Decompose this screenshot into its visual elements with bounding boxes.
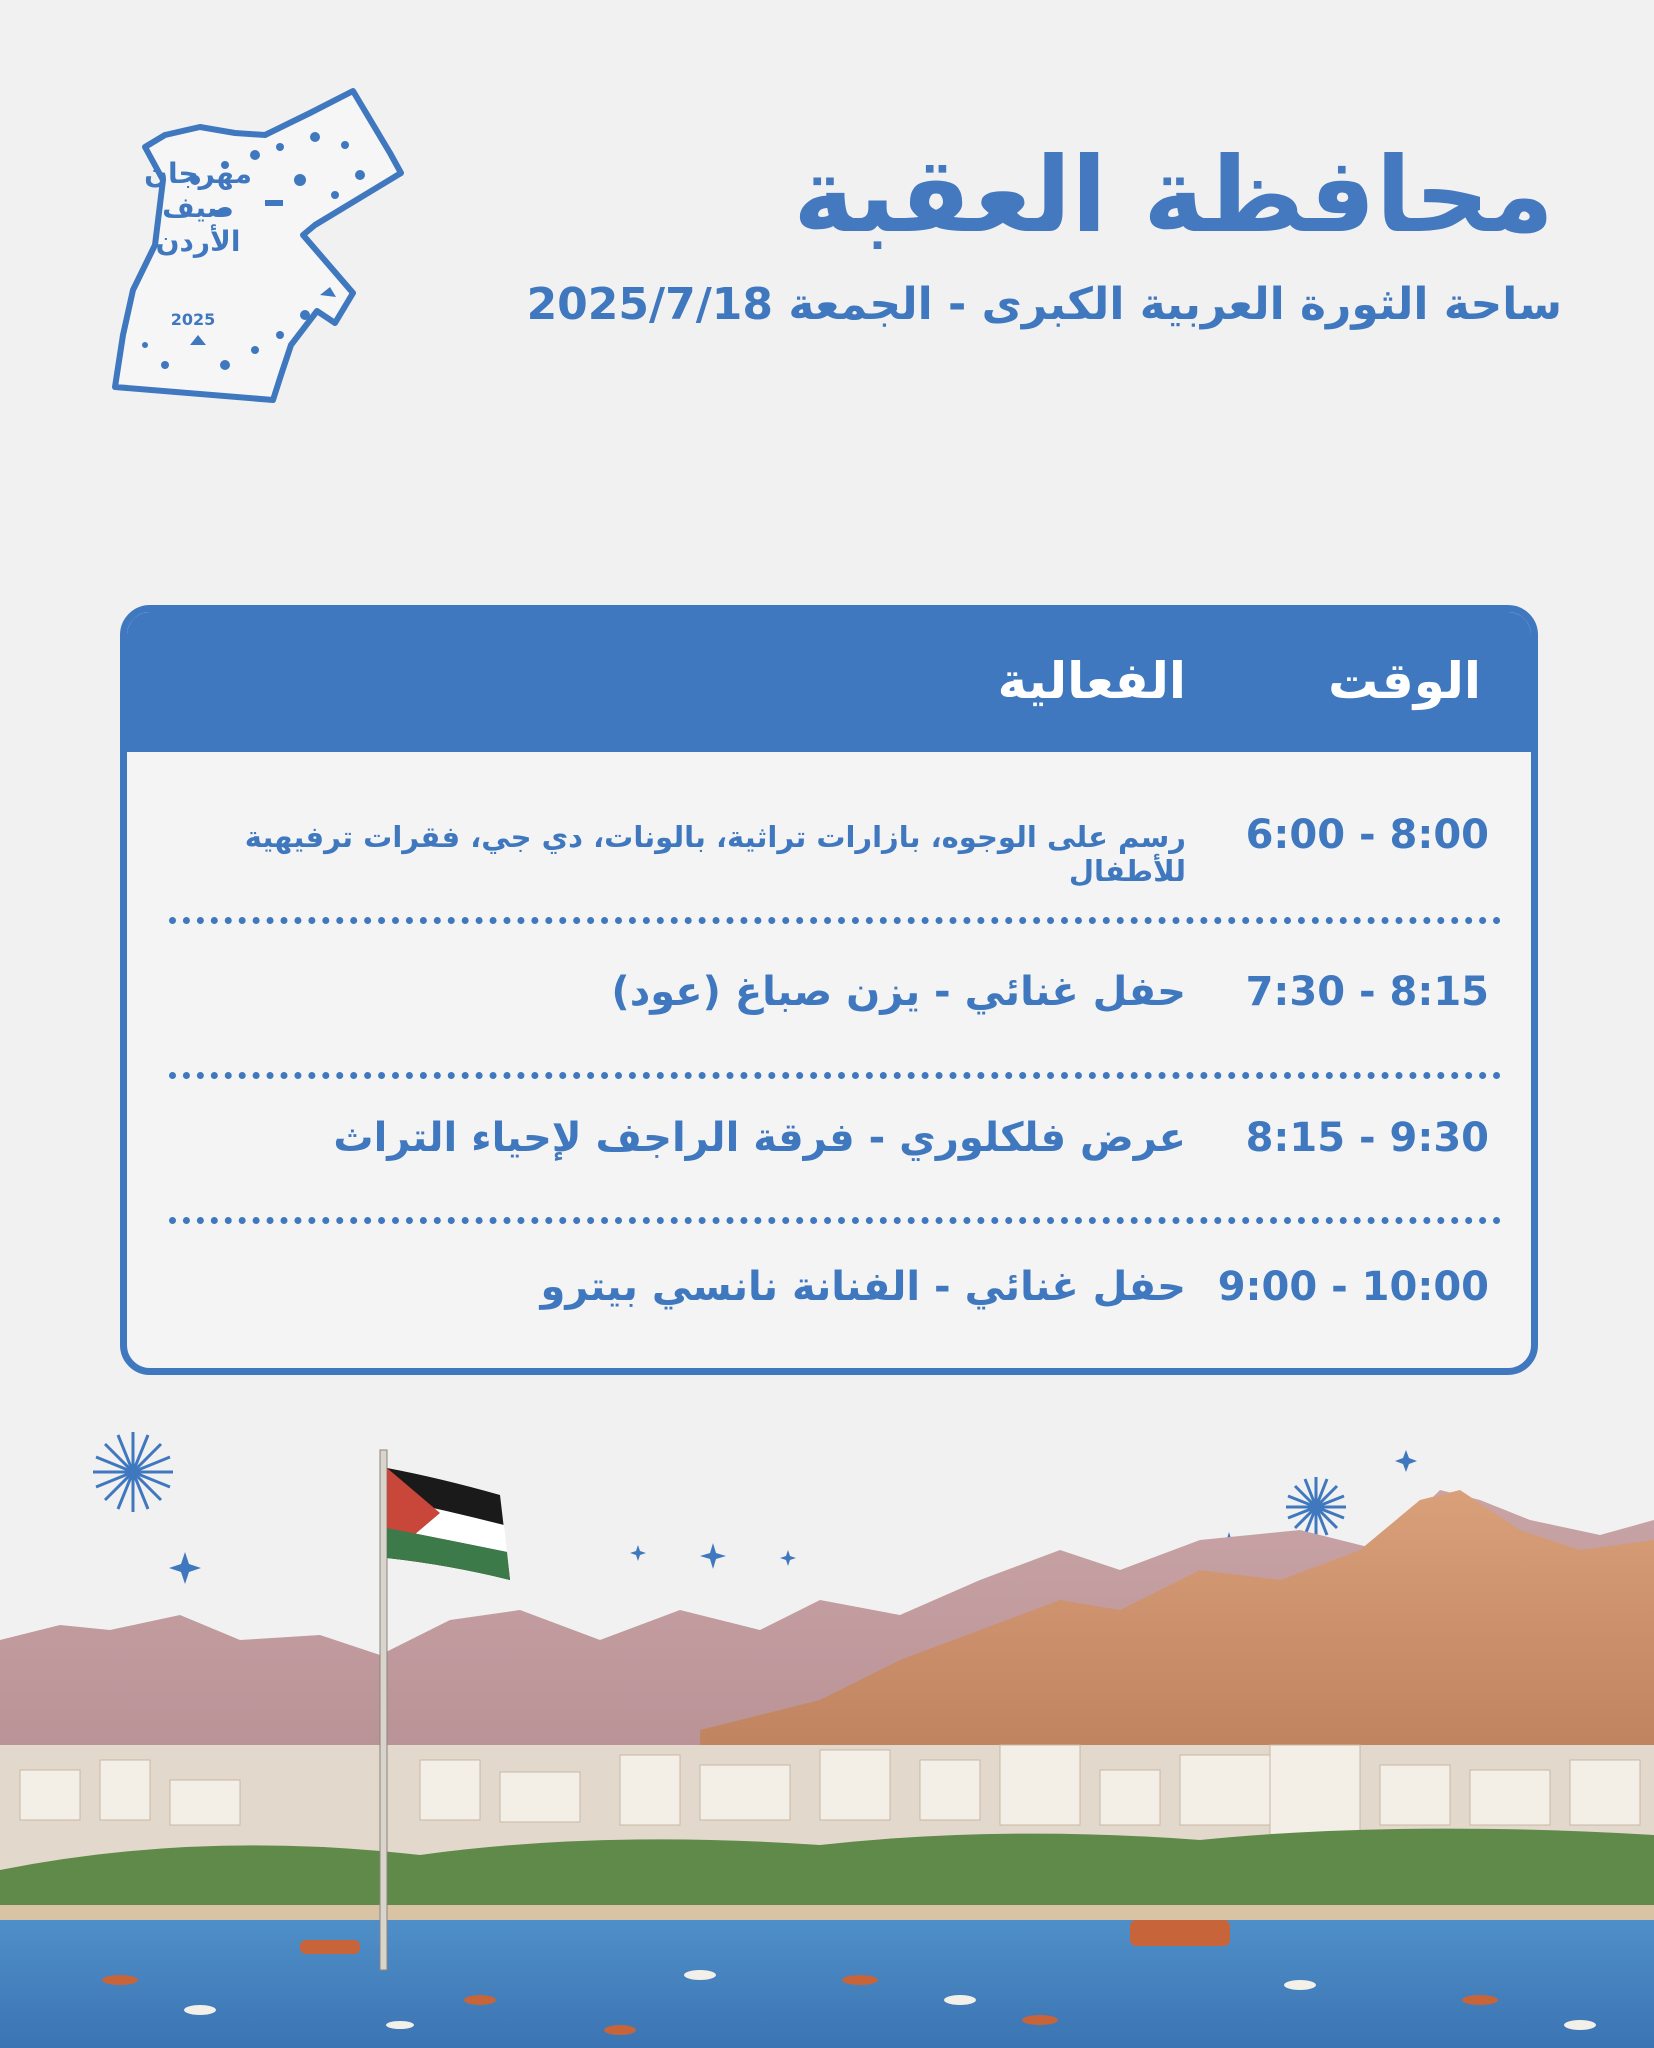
row-time: 8:15 - 9:30	[1245, 1115, 1489, 1161]
logo-line-1: مهرجان	[144, 157, 252, 190]
column-header-time: الوقت	[1328, 652, 1481, 710]
row-event: عرض فلكلوري - فرقة الراجف لإحياء التراث	[333, 1115, 1186, 1161]
row-event: رسم على الوجوه، بازارات تراثية، بالونات، دي جي، فقرات ترفيهية للأطفال	[244, 820, 1186, 888]
table-row	[127, 1264, 1531, 1344]
logo-year: 2025	[170, 310, 216, 329]
logo-line-2: صيف	[162, 191, 234, 224]
row-time: 6:00 - 8:00	[1245, 812, 1489, 858]
row-event: حفل غنائي - يزن صباغ (عود)	[611, 969, 1186, 1015]
festival-logo	[105, 85, 405, 405]
logo-line-3: الأردن	[155, 225, 241, 258]
row-divider	[169, 917, 1501, 925]
table-row	[127, 969, 1531, 1049]
firework-icon	[93, 1432, 1346, 1537]
column-header-event: الفعالية	[997, 652, 1186, 710]
row-event: حفل غنائي - الفنانة نانسي بيترو	[540, 1264, 1186, 1310]
page-title: محافظة العقبة	[793, 134, 1554, 256]
row-divider	[169, 1217, 1501, 1225]
page-subtitle: ساحة الثورة العربية الكبرى - الجمعة 2025/7/18	[526, 279, 1562, 330]
row-time: 9:00 - 10:00	[1217, 1264, 1489, 1310]
schedule-table	[120, 605, 1538, 1375]
table-header	[127, 612, 1531, 752]
table-row	[127, 812, 1531, 892]
row-time: 7:30 - 8:15	[1245, 969, 1489, 1015]
row-divider	[169, 1072, 1501, 1080]
aqaba-illustration	[0, 1400, 1654, 2048]
table-row	[127, 1115, 1531, 1195]
